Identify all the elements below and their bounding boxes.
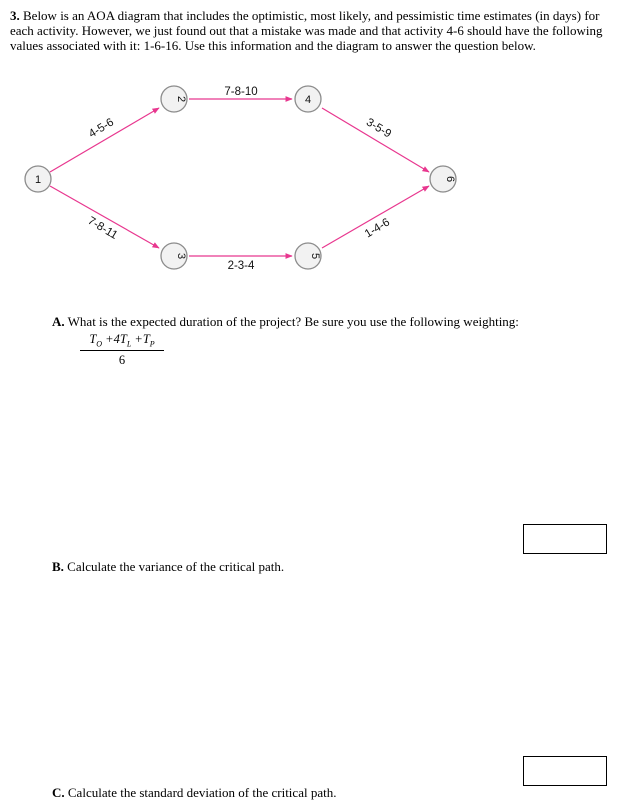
- answer-box-b[interactable]: [523, 756, 607, 786]
- part-b-label: B.: [52, 559, 64, 574]
- part-c-text: Calculate the standard deviation of the critical path.: [67, 785, 337, 800]
- node-3-label: 3: [175, 252, 187, 260]
- part-a-question: [52, 314, 519, 329]
- part-c-question: [52, 785, 336, 800]
- edge-label-1-3: 7-8-11: [85, 214, 120, 242]
- formula-denominator: 6: [118, 352, 126, 367]
- node-6-label: 6: [444, 175, 456, 183]
- node-1: [25, 166, 51, 192]
- question-intro: [10, 8, 622, 53]
- part-b-question: [52, 559, 284, 574]
- node-1-label: 1: [34, 174, 42, 186]
- pert-weighting-formula: [80, 332, 164, 368]
- edge-4-6: [322, 108, 429, 172]
- part-b-text: Calculate the variance of the critical path.: [67, 559, 285, 574]
- node-6: [430, 166, 456, 192]
- node-5-label: 5: [309, 252, 321, 260]
- edge-label-5-6: 1-4-6: [362, 216, 393, 241]
- node-2-label: 2: [175, 95, 187, 103]
- answer-box-a[interactable]: [523, 524, 607, 554]
- node-4: [295, 86, 321, 112]
- node-2: [161, 86, 187, 112]
- edge-label-2-4: 7-8-10: [224, 86, 258, 98]
- formula-numerator: $T_O +4T_L +T_P$: [80, 332, 164, 351]
- edge-label-3-5: 2-3-4: [227, 260, 255, 272]
- edge-label-4-6: 3-5-9: [363, 116, 394, 141]
- part-a-label: A.: [52, 314, 65, 329]
- part-c-label: C.: [52, 785, 65, 800]
- edge-label-1-2: 4-5-6: [86, 116, 117, 141]
- edge-1-2: [50, 108, 159, 172]
- node-3: [161, 243, 187, 269]
- edge-5-6: [322, 186, 429, 248]
- node-5: [295, 243, 321, 269]
- question-text: Below is an AOA diagram that includes the optimistic, most likely, and pessimistic time estimates (in days) for each activity. However, we just found out that a mistake was made and that activity 4-6 should have the following values associated with it: 1-6-16. Use this information and the diagram to answer the question below.: [10, 8, 603, 53]
- aoa-diagram: [0, 70, 632, 280]
- part-a-text: What is the expected duration of the project? Be sure you use the following weighting:: [67, 314, 519, 329]
- edge-1-3: [50, 186, 159, 248]
- node-4-label: 4: [304, 94, 312, 106]
- question-number: 3.: [10, 8, 20, 23]
